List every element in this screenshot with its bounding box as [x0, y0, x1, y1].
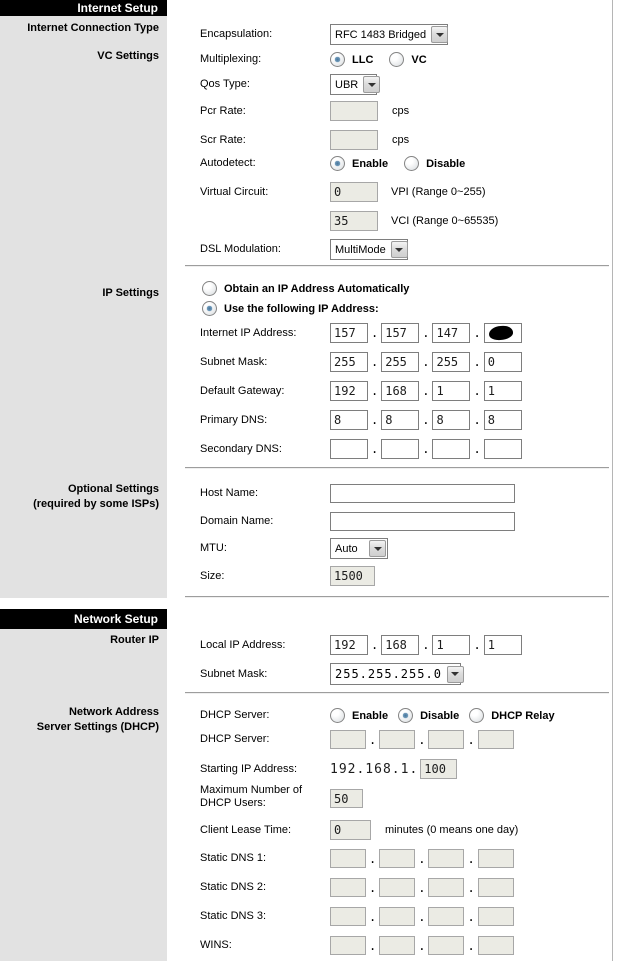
octet-separator: . — [422, 442, 430, 456]
octet-separator: . — [371, 326, 379, 340]
domain-name-input[interactable] — [330, 512, 515, 531]
multiplexing-vc-radio[interactable] — [389, 52, 404, 67]
max-dhcp-users-row — [183, 784, 612, 814]
sidebar-label-router-ip: Router IP — [110, 634, 159, 646]
secondary-dns-octet-2[interactable] — [381, 439, 419, 459]
dhcp-enable-label: Enable — [352, 709, 389, 722]
static-dns-3-row — [183, 907, 612, 926]
router-subnet-mask-label: Subnet Mask: — [200, 667, 268, 680]
octet-separator: . — [371, 442, 379, 456]
wins-octet-3[interactable] — [428, 936, 464, 955]
octet-separator: . — [369, 732, 377, 747]
dhcp-server-octet-3[interactable] — [428, 730, 464, 749]
dhcp-relay-radio[interactable] — [469, 708, 484, 723]
octet-separator: . — [473, 384, 481, 398]
subnet-mask-octet-4[interactable] — [484, 352, 522, 372]
static-dns-2-octet-4[interactable] — [478, 878, 514, 897]
wins-row — [183, 936, 612, 955]
mtu-row — [183, 538, 612, 559]
domain-name-label: Domain Name: — [200, 515, 274, 527]
qos-type-value: UBR — [335, 78, 359, 91]
obtain-ip-auto-row — [183, 281, 621, 296]
static-dns-1-octet-1[interactable] — [330, 849, 366, 868]
mtu-select[interactable] — [330, 538, 388, 559]
octet-separator: . — [369, 909, 377, 924]
router-subnet-mask-row — [183, 663, 612, 685]
wins-octet-2[interactable] — [379, 936, 415, 955]
octet-separator: . — [422, 326, 430, 340]
multiplexing-llc-radio[interactable] — [330, 52, 345, 67]
octet-separator: . — [467, 880, 475, 895]
static-dns-3-octet-1[interactable] — [330, 907, 366, 926]
local-ip-label: Local IP Address: — [200, 638, 286, 651]
octet-separator: . — [418, 938, 426, 953]
dhcp-mode-row — [183, 708, 612, 723]
local-ip-octet-1[interactable] — [330, 635, 368, 655]
internet-setup-section-bar — [0, 0, 167, 16]
sidebar-label-server-settings-dhcp: Server Settings (DHCP) — [36, 721, 159, 733]
octet-separator: . — [473, 326, 481, 340]
dropdown-arrow-icon — [369, 540, 386, 557]
dhcp-server-ip-row — [183, 730, 612, 749]
max-dhcp-users-label — [200, 784, 330, 810]
client-lease-time-label: Client Lease Time: — [200, 823, 292, 836]
settings-form — [183, 0, 613, 961]
sidebar-label-internet-connection-type: Internet Connection Type — [27, 22, 159, 34]
secondary-dns-octet-1[interactable] — [330, 439, 368, 459]
virtual-circuit-vpi-row — [183, 182, 612, 202]
octet-separator: . — [467, 732, 475, 747]
octet-separator: . — [418, 732, 426, 747]
octet-separator: . — [422, 413, 430, 427]
static-dns-2-octet-3[interactable] — [428, 878, 464, 897]
vci-hint: VCI (Range 0~65535) — [391, 215, 499, 227]
local-ip-octet-4[interactable] — [484, 635, 522, 655]
secondary-dns-label: Secondary DNS: — [200, 442, 282, 455]
internet-ip-label: Internet IP Address: — [200, 326, 297, 339]
dropdown-arrow-icon — [391, 241, 408, 258]
secondary-dns-row — [183, 439, 612, 459]
host-name-input[interactable] — [330, 484, 515, 503]
autodetect-disable-radio[interactable] — [404, 156, 419, 171]
local-ip-row — [183, 635, 612, 655]
vpi-input[interactable] — [330, 182, 378, 202]
starting-ip-prefix: 192.168.1. — [330, 761, 419, 777]
octet-separator: . — [369, 880, 377, 895]
max-dhcp-users-input[interactable] — [330, 789, 363, 808]
static-dns-3-label: Static DNS 3: — [200, 910, 267, 922]
internet-ip-row — [183, 323, 612, 343]
secondary-dns-octet-3[interactable] — [432, 439, 470, 459]
pcr-rate-input[interactable] — [330, 101, 378, 121]
default-gateway-octet-4[interactable] — [484, 381, 522, 401]
subnet-mask-octet-1[interactable] — [330, 352, 368, 372]
obtain-ip-auto-label: Obtain an IP Address Automatically — [224, 282, 410, 295]
size-row — [183, 566, 612, 586]
vpi-hint: VPI (Range 0~255) — [391, 186, 486, 198]
static-dns-2-octet-2[interactable] — [379, 878, 415, 897]
autodetect-disable-label: Disable — [426, 157, 466, 170]
sidebar-label-vc-settings: VC Settings — [97, 50, 159, 62]
dhcp-server-octet-1[interactable] — [330, 730, 366, 749]
section-divider — [185, 692, 609, 694]
multiplexing-vc-label: VC — [411, 53, 427, 66]
wins-label: WINS: — [200, 939, 232, 951]
section-divider — [185, 467, 609, 469]
multiplexing-label: Multiplexing: — [200, 53, 262, 65]
octet-separator: . — [473, 413, 481, 427]
octet-separator: . — [422, 384, 430, 398]
virtual-circuit-vci-row — [183, 211, 612, 231]
internet-setup-title: Internet Setup — [77, 1, 158, 15]
encapsulation-value: RFC 1483 Bridged — [335, 28, 427, 41]
wins-octet-4[interactable] — [478, 936, 514, 955]
dhcp-enable-radio[interactable] — [330, 708, 345, 723]
client-lease-time-hint: minutes (0 means one day) — [385, 824, 519, 836]
network-setup-section-bar — [0, 609, 167, 629]
octet-separator: . — [467, 938, 475, 953]
dsl-modulation-row — [183, 239, 612, 260]
octet-separator: . — [467, 909, 475, 924]
scr-rate-row — [183, 130, 612, 150]
client-lease-time-row — [183, 820, 612, 840]
domain-name-row — [183, 512, 612, 531]
dhcp-mode-label: DHCP Server: — [200, 709, 270, 721]
scr-rate-label: Scr Rate: — [200, 133, 246, 146]
secondary-dns-octet-4[interactable] — [484, 439, 522, 459]
wins-octet-1[interactable] — [330, 936, 366, 955]
default-gateway-octet-2[interactable] — [381, 381, 419, 401]
octet-separator: . — [473, 442, 481, 456]
subnet-mask-octet-3[interactable] — [432, 352, 470, 372]
section-divider — [185, 265, 609, 267]
octet-separator: . — [369, 938, 377, 953]
octet-separator: . — [418, 851, 426, 866]
default-gateway-octet-1[interactable] — [330, 381, 368, 401]
virtual-circuit-label: Virtual Circuit: — [200, 185, 269, 198]
qos-type-select[interactable] — [330, 74, 377, 95]
octet-separator: . — [369, 851, 377, 866]
vci-input[interactable] — [330, 211, 378, 231]
internet-ip-octet-1[interactable] — [330, 323, 368, 343]
sidebar-label-ip-settings: IP Settings — [102, 287, 159, 299]
static-dns-1-octet-4[interactable] — [478, 849, 514, 868]
static-dns-3-octet-3[interactable] — [428, 907, 464, 926]
obtain-ip-auto-radio[interactable] — [202, 281, 217, 296]
octet-separator: . — [418, 909, 426, 924]
dropdown-arrow-icon — [363, 76, 380, 93]
dsl-modulation-label: DSL Modulation: — [200, 243, 281, 255]
static-dns-3-octet-2[interactable] — [379, 907, 415, 926]
starting-ip-row — [183, 759, 612, 779]
sidebar-label-network-address: Network Address — [68, 706, 159, 718]
multiplexing-llc-label: LLC — [352, 53, 374, 66]
octet-separator: . — [473, 355, 481, 369]
octet-separator: . — [371, 638, 379, 652]
starting-ip-input[interactable] — [420, 759, 457, 779]
default-gateway-octet-3[interactable] — [432, 381, 470, 401]
max-dhcp-users-label-line1: Maximum Number of — [200, 784, 303, 796]
use-following-ip-radio[interactable] — [202, 301, 217, 316]
dsl-modulation-value: MultiMode — [335, 243, 386, 256]
size-input[interactable] — [330, 566, 375, 586]
dhcp-relay-label: DHCP Relay — [491, 709, 555, 722]
static-dns-2-octet-1[interactable] — [330, 878, 366, 897]
octet-separator: . — [371, 413, 379, 427]
autodetect-label: Autodetect: — [200, 157, 256, 169]
dsl-modulation-select[interactable] — [330, 239, 408, 260]
octet-separator: . — [467, 851, 475, 866]
sidebar-label-optional-settings: Optional Settings — [67, 483, 159, 495]
max-dhcp-users-label-line2: DHCP Users: — [200, 797, 266, 809]
section-divider — [185, 596, 609, 598]
internet-ip-octet-3[interactable] — [432, 323, 470, 343]
use-following-ip-row — [183, 301, 621, 316]
autodetect-row — [183, 156, 612, 171]
octet-separator: . — [418, 880, 426, 895]
octet-separator: . — [371, 384, 379, 398]
local-ip-octet-3[interactable] — [432, 635, 470, 655]
primary-dns-octet-3[interactable] — [432, 410, 470, 430]
size-label: Size: — [200, 569, 225, 582]
octet-separator: . — [473, 638, 481, 652]
sidebar-background-bottom — [0, 629, 167, 961]
network-setup-title: Network Setup — [73, 612, 158, 626]
starting-ip-label: Starting IP Address: — [200, 762, 298, 775]
dropdown-arrow-icon — [431, 26, 448, 43]
host-name-row — [183, 484, 612, 503]
qos-type-row — [183, 74, 612, 95]
primary-dns-octet-4[interactable] — [484, 410, 522, 430]
primary-dns-octet-1[interactable] — [330, 410, 368, 430]
client-lease-time-input[interactable] — [330, 820, 371, 840]
encapsulation-label: Encapsulation: — [200, 28, 273, 40]
pcr-rate-row — [183, 101, 612, 121]
host-name-label: Host Name: — [200, 487, 259, 499]
dropdown-arrow-icon — [447, 666, 464, 683]
qos-type-label: Qos Type: — [200, 78, 250, 90]
static-dns-1-octet-3[interactable] — [428, 849, 464, 868]
dhcp-server-octet-4[interactable] — [478, 730, 514, 749]
static-dns-2-row — [183, 878, 612, 897]
scr-rate-unit: cps — [392, 134, 410, 146]
default-gateway-label: Default Gateway: — [200, 384, 285, 397]
subnet-mask-label: Subnet Mask: — [200, 355, 268, 368]
internet-ip-octet-2[interactable] — [381, 323, 419, 343]
octet-separator: . — [422, 355, 430, 369]
pcr-rate-label: Pcr Rate: — [200, 104, 246, 117]
router-subnet-mask-value: 255.255.255.0 — [335, 667, 442, 681]
octet-separator: . — [422, 638, 430, 652]
static-dns-1-row — [183, 849, 612, 868]
sidebar-label-optional-settings-note: (required by some ISPs) — [33, 498, 159, 510]
static-dns-3-octet-4[interactable] — [478, 907, 514, 926]
static-dns-2-label: Static DNS 2: — [200, 881, 267, 893]
primary-dns-label: Primary DNS: — [200, 413, 268, 426]
multiplexing-row — [183, 52, 612, 67]
default-gateway-row — [183, 381, 612, 401]
subnet-mask-row — [183, 352, 612, 372]
dhcp-disable-radio[interactable] — [398, 708, 413, 723]
primary-dns-octet-2[interactable] — [381, 410, 419, 430]
mtu-label: MTU: — [200, 542, 227, 554]
static-dns-1-label: Static DNS 1: — [200, 852, 267, 864]
router-subnet-mask-select[interactable] — [330, 663, 461, 685]
encapsulation-row — [183, 24, 612, 45]
mtu-value: Auto — [335, 542, 358, 555]
autodetect-enable-label: Enable — [352, 157, 389, 170]
dhcp-disable-label: Disable — [420, 709, 460, 722]
dhcp-server-octet-2[interactable] — [379, 730, 415, 749]
local-ip-octet-2[interactable] — [381, 635, 419, 655]
encapsulation-select[interactable] — [330, 24, 448, 45]
use-following-ip-label: Use the following IP Address: — [224, 302, 379, 315]
autodetect-enable-radio[interactable] — [330, 156, 345, 171]
subnet-mask-octet-2[interactable] — [381, 352, 419, 372]
primary-dns-row — [183, 410, 612, 430]
pcr-rate-unit: cps — [392, 105, 410, 117]
octet-separator: . — [371, 355, 379, 369]
static-dns-1-octet-2[interactable] — [379, 849, 415, 868]
dhcp-server-ip-label: DHCP Server: — [200, 733, 270, 745]
scr-rate-input[interactable] — [330, 130, 378, 150]
